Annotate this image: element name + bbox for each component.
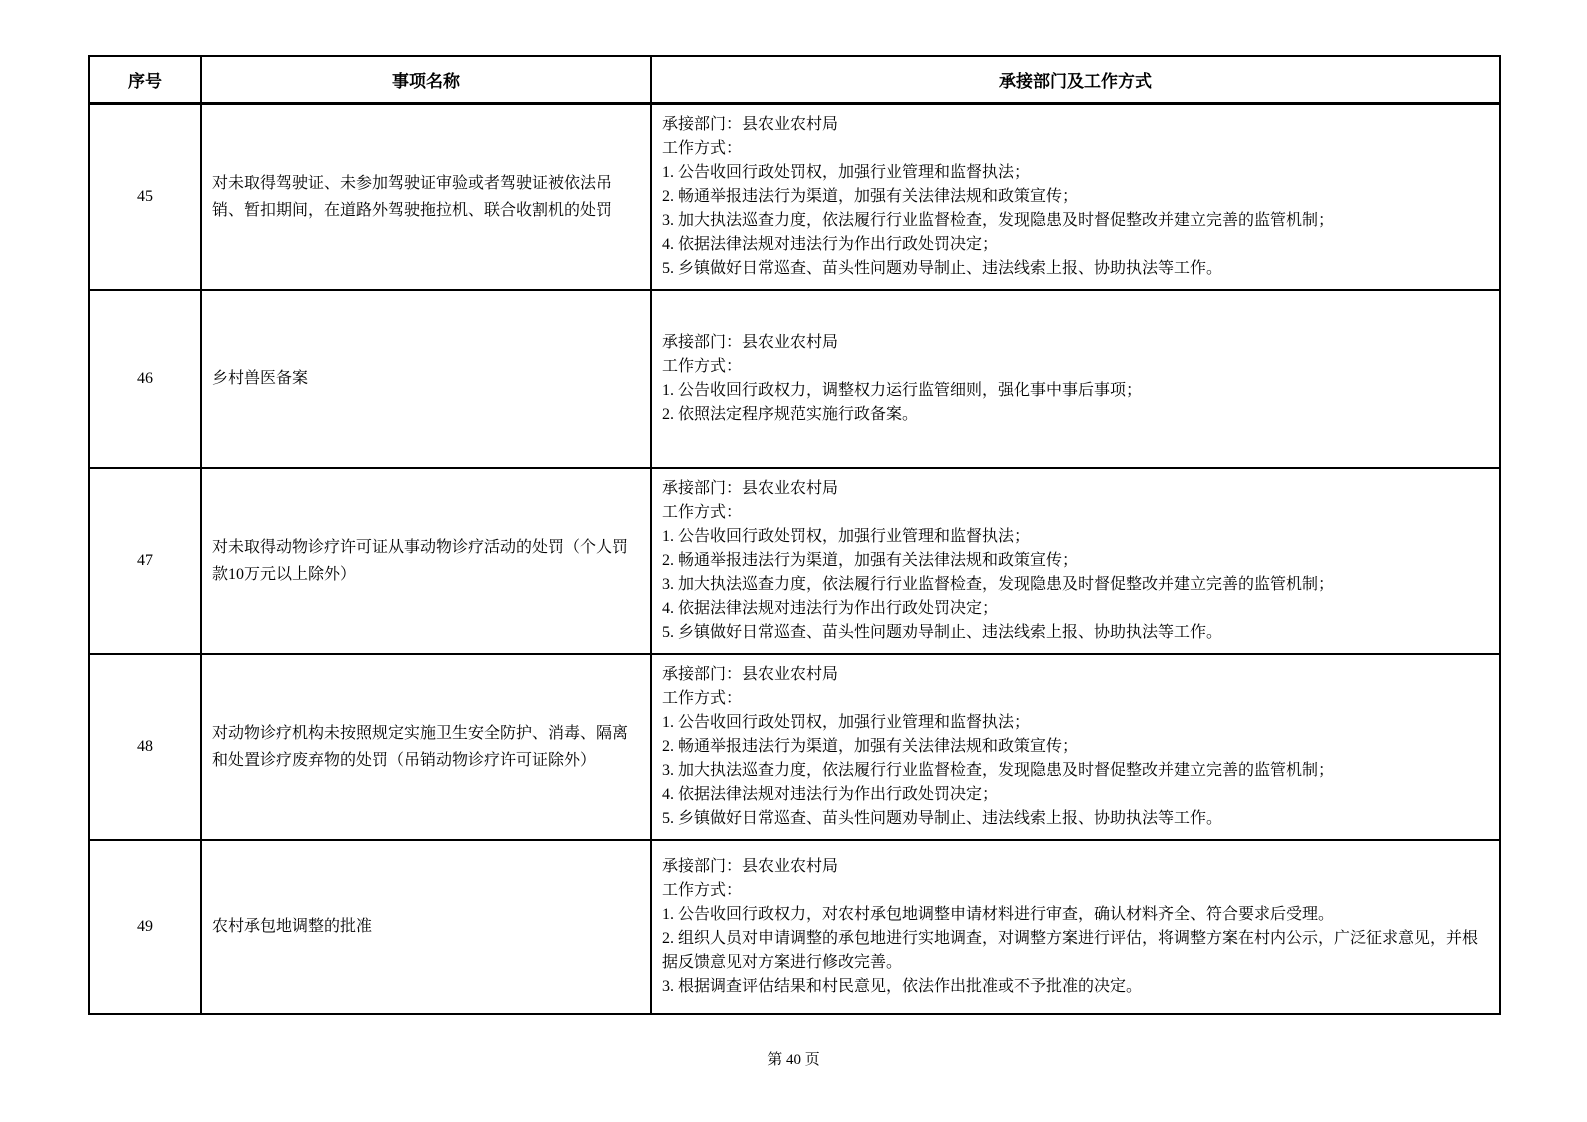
detail-line: 5. 乡镇做好日常巡查、苗头性问题劝导制止、违法线索上报、协助执法等工作。 (662, 809, 1223, 827)
detail-line: 3. 加大执法巡查力度，依法履行行业监督检查，发现隐患及时督促整改并建立完善的监管机制； (662, 211, 1335, 229)
detail-line: 承接部门：县农业农村局 (662, 665, 839, 683)
page-number: 第 40 页 (767, 1052, 820, 1068)
cell-item-name: 对未取得驾驶证、未参加驾驶证审验或者驾驶证被依法吊销、暂扣期间，在道路外驾驶拖拉机、联合收割机的处罚 (201, 103, 651, 290)
table-row (89, 103, 1500, 290)
cell-department-method (651, 290, 1500, 468)
cell-department-method (651, 468, 1500, 654)
detail-line: 承接部门：县农业农村局 (662, 857, 839, 875)
cell-item-name: 乡村兽医备案 (201, 290, 651, 468)
cell-item-name: 农村承包地调整的批准 (201, 840, 651, 1014)
detail-line: 3. 根据调查评估结果和村民意见，依法作出批准或不予批准的决定。 (662, 977, 1143, 995)
cell-serial-number: 46 (89, 290, 201, 468)
detail-line: 工作方式： (662, 503, 743, 521)
detail-line: 2. 畅通举报违法行为渠道，加强有关法律法规和政策宣传； (662, 187, 1079, 205)
detail-line: 2. 畅通举报违法行为渠道，加强有关法律法规和政策宣传； (662, 737, 1079, 755)
cell-serial-number: 45 (89, 103, 201, 290)
cell-department-method (651, 654, 1500, 840)
detail-line: 2. 依照法定程序规范实施行政备案。 (662, 405, 919, 423)
cell-item-name: 对未取得动物诊疗许可证从事动物诊疗活动的处罚（个人罚款10万元以上除外） (201, 468, 651, 654)
table-row (89, 290, 1500, 468)
detail-line: 1. 公告收回行政权力，对农村承包地调整申请材料进行审查，确认材料齐全、符合要求后受理。 (662, 905, 1335, 923)
detail-line: 5. 乡镇做好日常巡查、苗头性问题劝导制止、违法线索上报、协助执法等工作。 (662, 623, 1223, 641)
detail-line: 2. 畅通举报违法行为渠道，加强有关法律法规和政策宣传； (662, 551, 1079, 569)
cell-department-method (651, 103, 1500, 290)
detail-line: 工作方式： (662, 689, 743, 707)
detail-line: 5. 乡镇做好日常巡查、苗头性问题劝导制止、违法线索上报、协助执法等工作。 (662, 259, 1223, 277)
detail-line: 工作方式： (662, 357, 743, 375)
column-header-serial-number: 序号 (89, 56, 201, 103)
cell-serial-number: 49 (89, 840, 201, 1014)
detail-line: 1. 公告收回行政处罚权，加强行业管理和监督执法； (662, 527, 1031, 545)
detail-line: 承接部门：县农业农村局 (662, 479, 839, 497)
cell-item-name: 对动物诊疗机构未按照规定实施卫生安全防护、消毒、隔离和处置诊疗废弃物的处罚（吊销动物诊疗许可证除外） (201, 654, 651, 840)
table-row (89, 468, 1500, 654)
table-body (89, 103, 1500, 1014)
detail-line: 2. 组织人员对申请调整的承包地进行实地调查，对调整方案进行评估，将调整方案在村内公示，广泛征求意见，并根据反馈意见对方案进行修改完善。 (662, 929, 1479, 971)
detail-line: 1. 公告收回行政处罚权，加强行业管理和监督执法； (662, 163, 1031, 181)
header-row (89, 56, 1500, 103)
detail-line: 4. 依据法律法规对违法行为作出行政处罚决定； (662, 235, 999, 253)
column-header-department-method: 承接部门及工作方式 (651, 56, 1500, 103)
table-row (89, 654, 1500, 840)
detail-line: 承接部门：县农业农村局 (662, 115, 839, 133)
detail-line: 1. 公告收回行政处罚权，加强行业管理和监督执法； (662, 713, 1031, 731)
detail-line: 工作方式： (662, 881, 743, 899)
detail-line: 承接部门：县农业农村局 (662, 333, 839, 351)
cell-department-method (651, 840, 1500, 1014)
table-row (89, 840, 1500, 1014)
detail-line: 4. 依据法律法规对违法行为作出行政处罚决定； (662, 599, 999, 617)
cell-serial-number: 47 (89, 468, 201, 654)
detail-line: 工作方式： (662, 139, 743, 157)
detail-line: 1. 公告收回行政权力，调整权力运行监管细则，强化事中事后事项； (662, 381, 1143, 399)
detail-line: 4. 依据法律法规对违法行为作出行政处罚决定； (662, 785, 999, 803)
detail-line: 3. 加大执法巡查力度，依法履行行业监督检查，发现隐患及时督促整改并建立完善的监管机制； (662, 575, 1335, 593)
cell-serial-number: 48 (89, 654, 201, 840)
column-header-item-name: 事项名称 (201, 56, 651, 103)
items-table (88, 55, 1501, 1015)
detail-line: 3. 加大执法巡查力度，依法履行行业监督检查，发现隐患及时督促整改并建立完善的监管机制； (662, 761, 1335, 779)
